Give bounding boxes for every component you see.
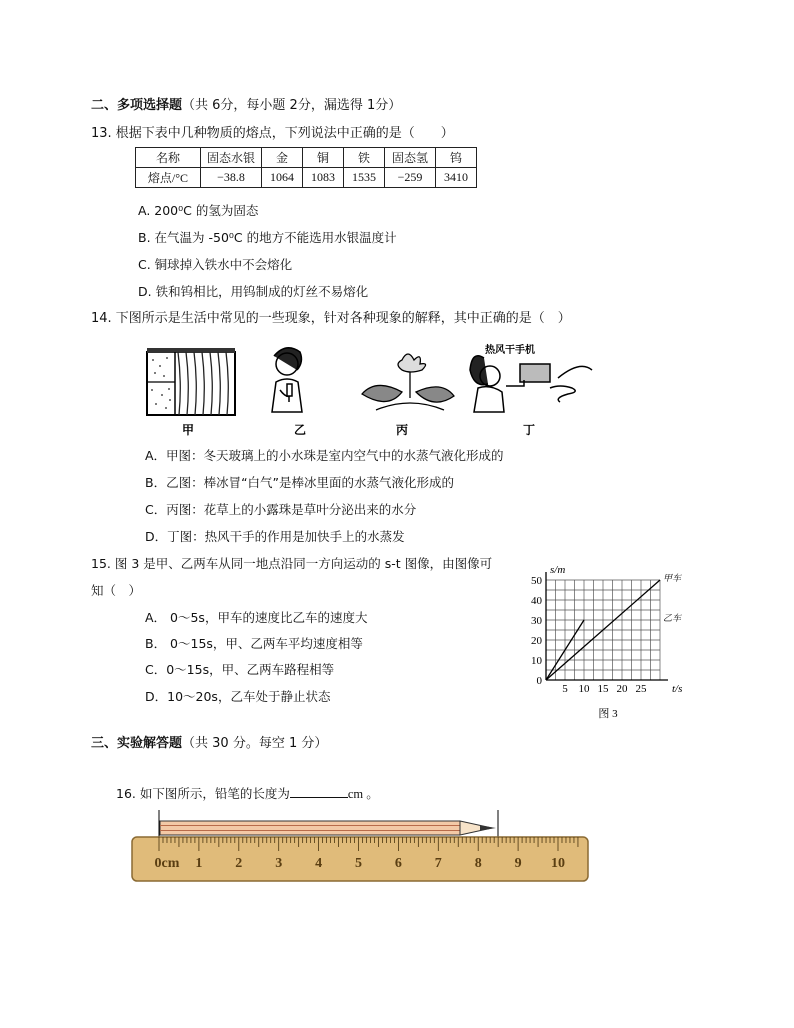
table-cell: 固态水银 — [201, 148, 262, 168]
figure-label-jia: 甲 — [181, 423, 195, 437]
section2-heading-line — [91, 97, 401, 115]
ruler-label: 2 — [235, 856, 243, 871]
answer-blank[interactable] — [290, 784, 348, 798]
y-tick-label: 30 — [531, 615, 542, 627]
q14-option-c: C．丙图：花草上的小露珠是草叶分泌出来的水分 — [145, 502, 417, 517]
hand-dryer-illustration — [470, 343, 592, 412]
ruler-label: 1 — [195, 856, 203, 871]
section3-note: （共 30 分。每空 1 分） — [182, 736, 328, 751]
table-cell: 铜 — [303, 148, 344, 168]
table-cell: −38.8 — [201, 168, 262, 188]
q15-option-c: C．0～15s，甲、乙两车路程相等 — [145, 662, 335, 677]
table-cell: 名称 — [136, 148, 201, 168]
q14-stem: 14. 下图所示是生活中常见的一些现象，针对各种现象的解释，其中正确的是（ ） — [91, 311, 571, 326]
series-label-yi: 乙车 — [663, 613, 682, 623]
q13-option-d: D. 铁和钨相比，用钨制成的灯丝不易熔化 — [138, 284, 369, 299]
x-tick-label: 10 — [578, 683, 590, 695]
q15-option-b: B． 0～15s，甲、乙两车平均速度相等 — [145, 636, 363, 651]
table-cell: 固态氢 — [385, 148, 436, 168]
section2-note: （共 6分，每小题 2分，漏选得 1分） — [182, 98, 402, 113]
section2-heading: 二、多项选择题 — [91, 98, 183, 113]
q14-option-a: A．甲图：冬天玻璃上的小水珠是室内空气中的水蒸气液化形成的 — [145, 448, 504, 463]
melting-point-table — [135, 147, 477, 188]
ruler-label: 7 — [434, 856, 442, 871]
table-cell: −259 — [385, 168, 436, 188]
ruler-label: 0cm — [154, 856, 180, 871]
x-tick-label: 5 — [562, 683, 568, 695]
q16-unit: cm 。 — [347, 787, 379, 801]
pencil — [159, 810, 498, 840]
q15-option-d: D．10～20s，乙车处于静止状态 — [145, 689, 331, 704]
y-tick-label: 40 — [531, 595, 542, 607]
table-cell: 熔点/°C — [136, 168, 201, 188]
y-tick-label: 10 — [531, 655, 542, 667]
q13-option-b: B. 在气温为 -50⁰C 的地方不能选用水银温度计 — [138, 230, 397, 245]
q13-option-c: C. 铜球掉入铁水中不会熔化 — [138, 257, 293, 272]
table-cell: 钨 — [436, 148, 477, 168]
dryer-caption: 热风干手机 — [485, 345, 535, 356]
table-cell: 1064 — [262, 168, 303, 188]
section3-heading-line — [91, 735, 327, 753]
q14-option-d: D．丁图：热风干手的作用是加快手上的水蒸发 — [145, 529, 405, 544]
figure-label-bing: 丙 — [395, 423, 409, 437]
q13-option-a: A. 200⁰C 的氢为固态 — [138, 203, 259, 218]
figure-label-yi: 乙 — [293, 423, 307, 437]
q15-option-a: A． 0～5s，甲车的速度比乙车的速度大 — [145, 610, 368, 625]
table-cell: 铁 — [344, 148, 385, 168]
chart-xlabel: t/s — [672, 683, 683, 695]
series-label-jia: 甲车 — [663, 573, 682, 583]
ruler-label: 9 — [514, 856, 522, 871]
table-cell: 1535 — [344, 168, 385, 188]
q15-stem-line1: 15. 图 3 是甲、乙两车从同一地点沿同一方向运动的 s-t 图像，由图像可 — [91, 556, 493, 571]
flower-dew-illustration — [362, 354, 454, 410]
table-row — [136, 168, 477, 188]
q14-option-b: B．乙图：棒冰冒“白气”是棒冰里面的水蒸气液化形成的 — [145, 475, 455, 490]
section3-heading: 三、实验解答题 — [91, 736, 183, 751]
table-header-row — [136, 148, 477, 168]
y-tick-label: 0 — [536, 675, 542, 687]
q14-figures — [140, 340, 610, 438]
y-tick-label: 50 — [531, 575, 542, 587]
ruler-label: 3 — [275, 856, 283, 871]
window-curtain-illustration — [147, 348, 235, 415]
x-tick-label: 20 — [616, 683, 628, 695]
chart-title: 图 3 — [598, 708, 618, 720]
figure-label-ding: 丁 — [522, 423, 536, 437]
q13-stem: 13. 根据下表中几种物质的熔点，下列说法中正确的是（ ） — [91, 126, 454, 141]
pencil-ruler-figure — [128, 806, 592, 886]
ruler-label: 8 — [474, 856, 482, 871]
table-cell: 3410 — [436, 168, 477, 188]
chart-ylabel: s/m — [550, 564, 566, 576]
ruler-label: 4 — [315, 856, 323, 871]
x-tick-label: 15 — [597, 683, 609, 695]
table-cell: 金 — [262, 148, 303, 168]
x-tick-label: 25 — [635, 683, 647, 695]
ruler-label: 10 — [551, 856, 565, 871]
ruler-label: 5 — [355, 856, 362, 871]
q15-stem-line2: 知（ ） — [91, 583, 142, 598]
y-tick-label: 20 — [531, 635, 542, 647]
boy-popsicle-illustration — [272, 348, 302, 412]
ruler-label: 6 — [394, 856, 402, 871]
table-cell: 1083 — [303, 168, 344, 188]
st-chart — [520, 560, 700, 728]
q16-stem: 16. 如下图所示，铅笔的长度为 — [116, 786, 290, 801]
q16-stem-line — [116, 784, 379, 803]
